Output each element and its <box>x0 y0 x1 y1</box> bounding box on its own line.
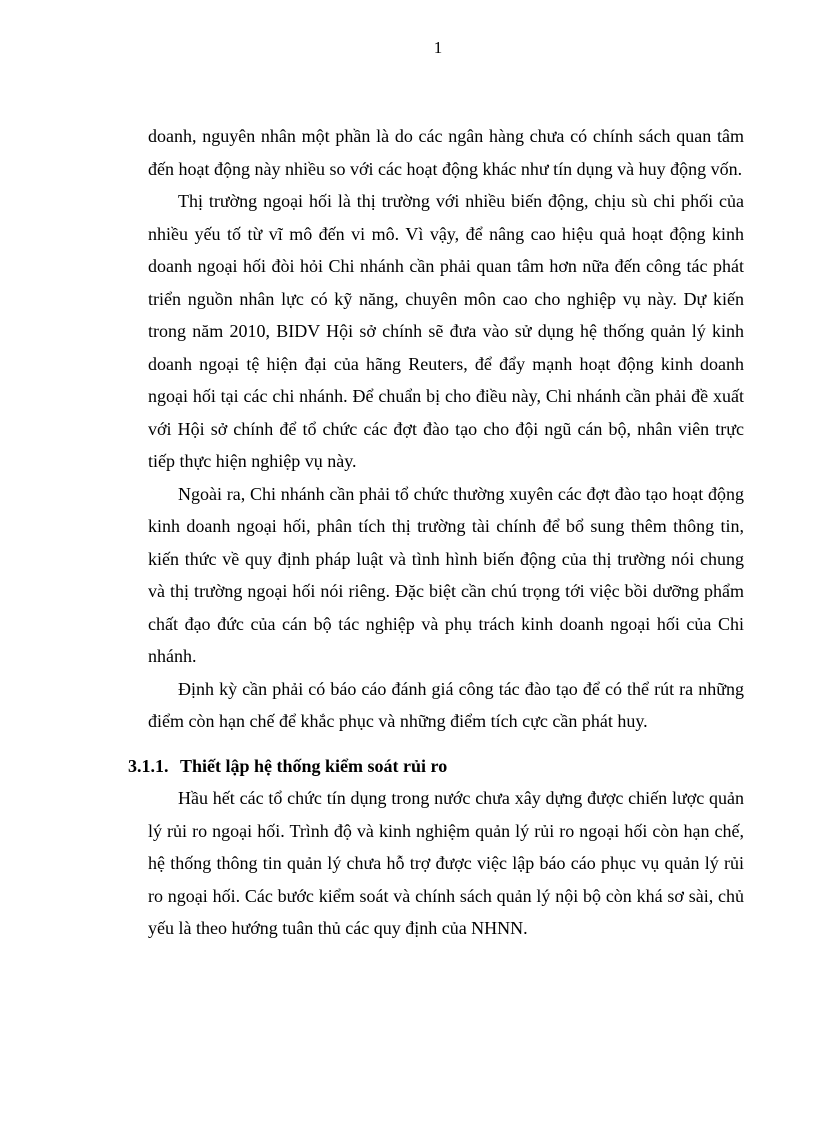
paragraph-periodic-report: Định kỳ cần phải có báo cáo đánh giá công tác đào tạo để có thể rút ra những điểm còn hạn chế để khắc phục và những điểm tích cực cần phát huy. <box>148 678 744 731</box>
section-title: Thiết lập hệ thống kiểm soát rủi ro <box>180 755 448 776</box>
paragraph-training: Ngoài ra, Chi nhánh cần phải tổ chức thường xuyên các đợt đào tạo hoạt động kinh doanh ngoại hối, phân tích thị trường tài chính để bổ sung thêm thông tin, kiến thức về quy định pháp luật và tình hình biến động của thị trường nói chung và thị trường ngoại hối nói riêng. Đặc biệt cần chú trọng tới việc bồi dưỡng phẩm chất đạo đức của cán bộ tác nghiệp và phụ trách kinh doanh ngoại hối của Chi nhánh. <box>148 483 744 666</box>
paragraph-foreign-exchange-market: Thị trường ngoại hối là thị trường với nhiều biến động, chịu sù chi phối của nhiều yếu tố từ vĩ mô đến vi mô. Vì vậy, để nâng cao hiệu quả hoạt động kinh doanh ngoại hối đòi hỏi Chi nhánh cần phải quan tâm hơn nữa đến công tác phát triển nguồn nhân lực có kỹ năng, chuyên môn cao cho nghiệp vụ này. Dự kiến trong năm 2010, BIDV Hội sở chính sẽ đưa vào sử dụng hệ thống quản lý kinh doanh ngoại tệ hiện đại của hãng Reuters, để đẩy mạnh hoạt động kinh doanh ngoại hối tại các chi nhánh. Để chuẩn bị cho điều này, Chi nhánh cần phải đề xuất với Hội sở chính để tổ chức các đợt đào tạo cho đội ngũ cán bộ, nhân viên trực tiếp thực hiện nghiệp vụ này. <box>148 191 744 471</box>
paragraph-risk-control: Hầu hết các tổ chức tín dụng trong nước chưa xây dựng được chiến lược quản lý rủi ro ngoại hối. Trình độ và kinh nghiệm quản lý rủi ro ngoại hối còn hạn chế, hệ thống thông tin quản lý chưa hỗ trợ được việc lập báo cáo phục vụ quản lý rủi ro ngoại hối. Các bước kiểm soát và chính sách quản lý nội bộ còn khá sơ sài, chủ yếu là theo hướng tuân thủ các quy định của NHNN. <box>148 788 744 938</box>
page-number: 1 <box>433 38 443 57</box>
section-number: 3.1.1. <box>128 755 169 776</box>
paragraph-continuation: doanh, nguyên nhân một phần là do các ngân hàng chưa có chính sách quan tâm đến hoạt động này nhiều so với các hoạt động khác như tín dụng và huy động vốn. <box>148 126 744 179</box>
document-body <box>128 120 744 945</box>
section-heading <box>128 750 744 783</box>
